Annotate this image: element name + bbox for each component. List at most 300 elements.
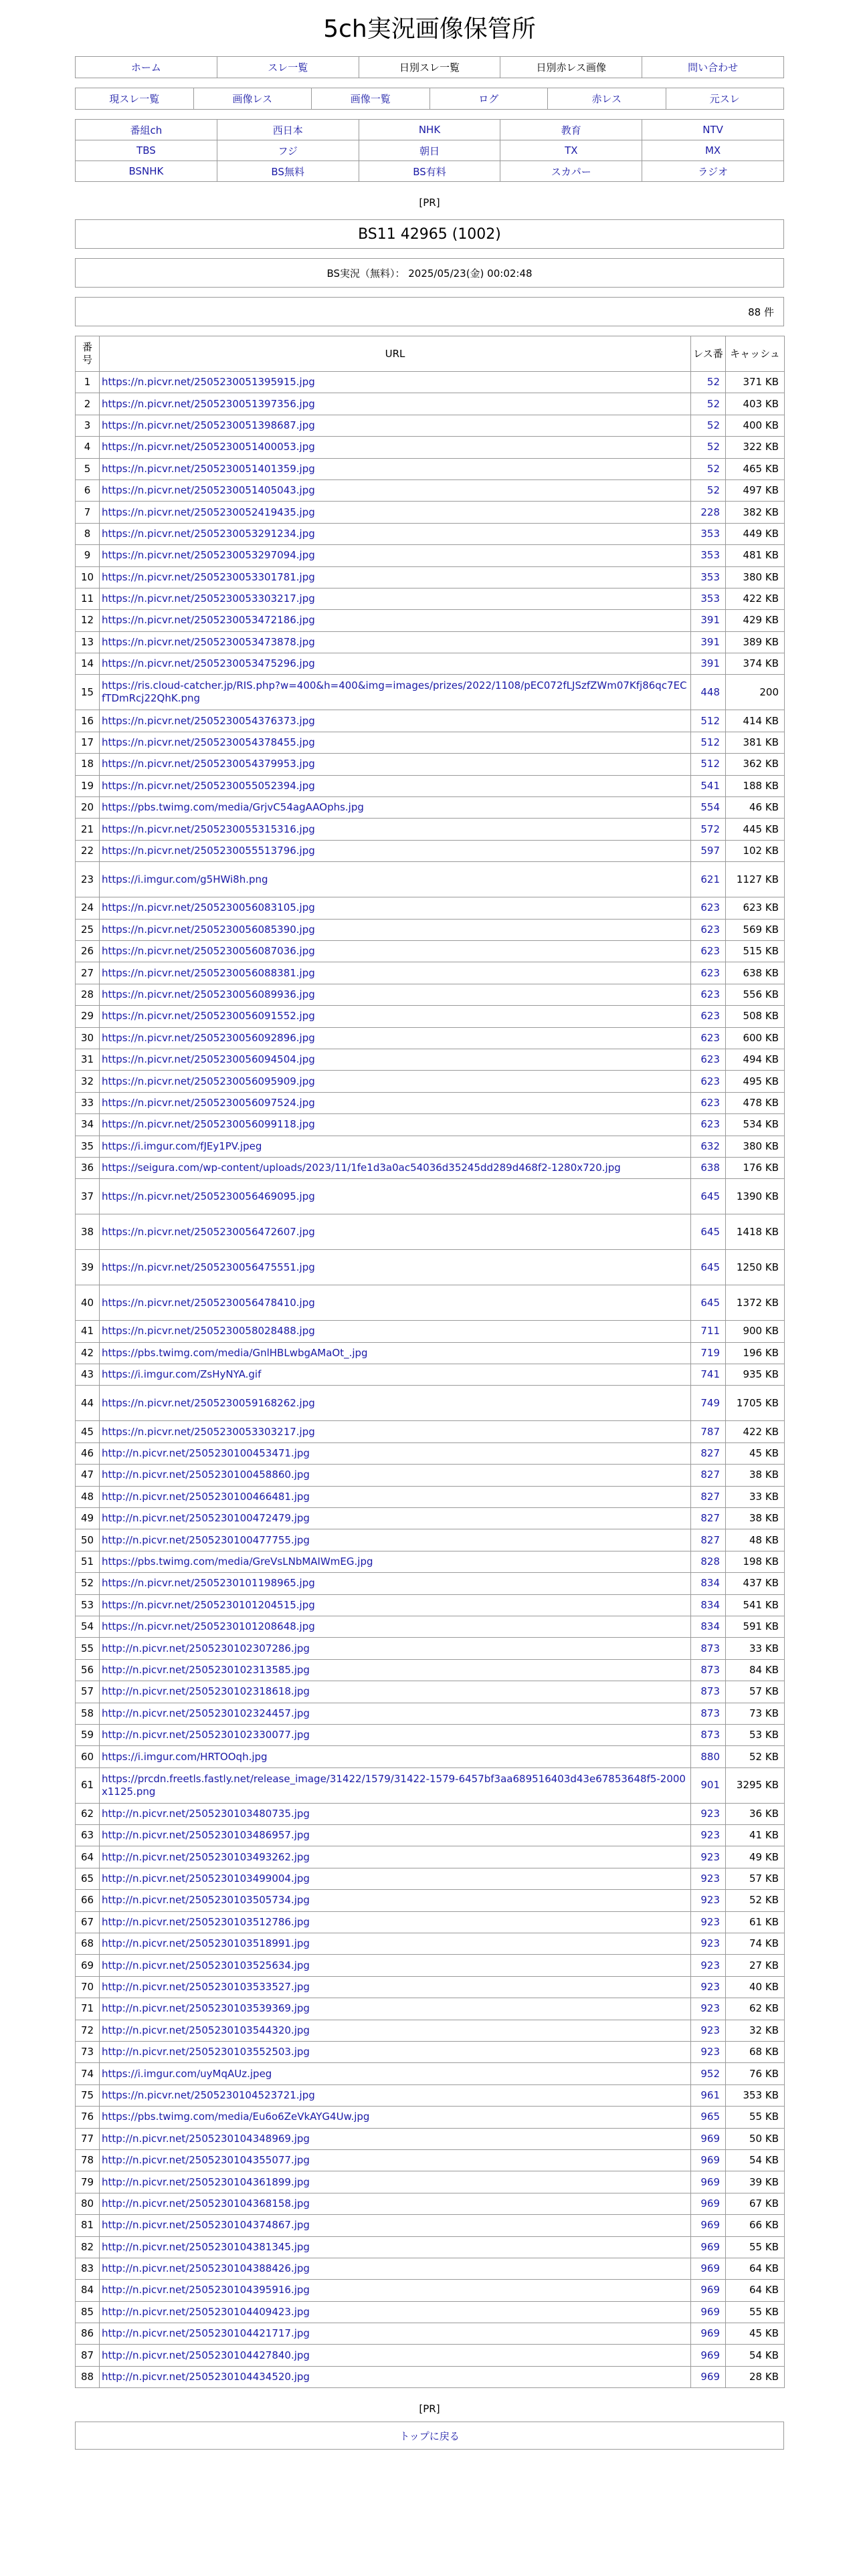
channel-link[interactable]: フジ: [278, 144, 298, 157]
image-url-link[interactable]: https://n.picvr.net/2505230052419435.jpg: [102, 506, 315, 518]
channel-link[interactable]: BS有料: [413, 165, 446, 178]
table-row: [76, 1321, 785, 1342]
row-res-number[interactable]: 969: [691, 2301, 726, 2323]
row-number: 69: [76, 1955, 100, 1976]
nav-original-thread[interactable]: [666, 88, 784, 110]
image-url-link[interactable]: http://n.picvr.net/2505230102313585.jpg: [102, 1663, 310, 1676]
row-res-number[interactable]: 623: [691, 1114, 726, 1136]
row-url: [100, 2258, 691, 2279]
image-url-link[interactable]: https://n.picvr.net/2505230053297094.jpg: [102, 549, 315, 562]
image-url-link[interactable]: http://n.picvr.net/2505230103552503.jpg: [102, 2046, 310, 2058]
table-row: [76, 775, 785, 796]
channel-link[interactable]: BS無料: [271, 165, 304, 178]
image-url-link[interactable]: https://n.picvr.net/2505230055315316.jpg: [102, 823, 315, 835]
row-res-number[interactable]: 645: [691, 1250, 726, 1285]
row-url: [100, 962, 691, 984]
row-res-number[interactable]: 52: [691, 372, 726, 393]
row-res-number[interactable]: 969: [691, 2128, 726, 2149]
row-cache-size: 380 KB: [726, 1136, 785, 1157]
nav-red-res[interactable]: [548, 88, 666, 110]
image-url-link[interactable]: https://n.picvr.net/2505230101204515.jpg: [102, 1598, 315, 1611]
row-res-number[interactable]: 52: [691, 437, 726, 458]
row-res-number[interactable]: 969: [691, 2149, 726, 2171]
row-cache-size: 46 KB: [726, 797, 785, 819]
row-number: 80: [76, 2193, 100, 2214]
row-res-number[interactable]: 961: [691, 2084, 726, 2106]
nav-thread-list-link[interactable]: スレ一覧: [268, 62, 308, 74]
image-url-link[interactable]: http://n.picvr.net/2505230100458860.jpg: [102, 1469, 310, 1481]
row-res-number[interactable]: 52: [691, 479, 726, 501]
image-url-link[interactable]: https://n.picvr.net/2505230051397356.jpg: [102, 397, 315, 410]
row-res-number[interactable]: 923: [691, 1998, 726, 2020]
image-url-link[interactable]: http://n.picvr.net/2505230104355077.jpg: [102, 2154, 310, 2167]
row-res-number[interactable]: 711: [691, 1321, 726, 1342]
row-res-number[interactable]: 554: [691, 797, 726, 819]
channel-link[interactable]: NTV: [702, 124, 723, 136]
channel-cell[interactable]: [500, 140, 642, 161]
image-url-link[interactable]: https://n.picvr.net/2505230056094504.jpg: [102, 1053, 315, 1066]
row-url: [100, 862, 691, 897]
row-res-number[interactable]: 923: [691, 1911, 726, 1933]
row-res-number[interactable]: 923: [691, 1846, 726, 1868]
nav-current-threads[interactable]: [76, 88, 194, 110]
row-res-number[interactable]: 353: [691, 566, 726, 588]
row-url: [100, 1724, 691, 1745]
image-url-link[interactable]: http://n.picvr.net/2505230102330077.jpg: [102, 1729, 310, 1741]
image-url-link[interactable]: https://pbs.twimg.com/media/GnlHBLwbgAMaOt_.jpg: [102, 1346, 368, 1359]
back-to-top[interactable]: [75, 2422, 784, 2450]
row-res-number[interactable]: 969: [691, 2323, 726, 2345]
image-url-link[interactable]: http://n.picvr.net/2505230102318618.jpg: [102, 1685, 310, 1698]
image-url-link[interactable]: https://n.picvr.net/2505230051401359.jpg: [102, 462, 315, 475]
channel-link[interactable]: BSNHK: [128, 165, 164, 177]
row-res-number[interactable]: 52: [691, 458, 726, 479]
row-res-number[interactable]: 623: [691, 962, 726, 984]
image-url-link[interactable]: https://n.picvr.net/2505230053475296.jpg: [102, 657, 315, 670]
header-cache: キャッシュ: [726, 336, 785, 372]
image-url-link[interactable]: http://n.picvr.net/2505230103480735.jpg: [102, 1807, 310, 1820]
channel-cell[interactable]: [642, 120, 784, 140]
row-res-number[interactable]: 391: [691, 631, 726, 653]
row-cache-size: 465 KB: [726, 458, 785, 479]
row-res-number[interactable]: 923: [691, 1825, 726, 1846]
row-number: 87: [76, 2345, 100, 2366]
row-number: 41: [76, 1321, 100, 1342]
image-url-link[interactable]: https://n.picvr.net/2505230056087036.jpg: [102, 945, 315, 958]
image-url-link[interactable]: https://n.picvr.net/2505230056478410.jpg: [102, 1296, 315, 1309]
image-url-link[interactable]: https://n.picvr.net/2505230054378455.jpg: [102, 736, 315, 749]
row-url: [100, 897, 691, 919]
channel-cell[interactable]: [359, 161, 500, 182]
row-res-number[interactable]: 623: [691, 940, 726, 962]
row-number: 76: [76, 2107, 100, 2128]
row-res-number[interactable]: 541: [691, 775, 726, 796]
image-url-link[interactable]: https://seigura.com/wp-content/uploads/2023/11/1fe1d3a0ac54036d35245dd289d468f2-1280x720.jpg: [102, 1162, 621, 1174]
channel-cell[interactable]: [76, 120, 217, 140]
row-url: [100, 1136, 691, 1157]
nav-original-thread-link[interactable]: 元スレ: [709, 93, 740, 105]
row-cache-size: 495 KB: [726, 1071, 785, 1092]
row-res-number[interactable]: 719: [691, 1342, 726, 1364]
channel-cell[interactable]: [642, 161, 784, 182]
table-row: [76, 1890, 785, 1911]
channel-cell[interactable]: [76, 140, 217, 161]
table-row: [76, 1486, 785, 1507]
row-res-number[interactable]: 969: [691, 2193, 726, 2214]
row-res-number[interactable]: 969: [691, 2258, 726, 2279]
image-url-link[interactable]: https://n.picvr.net/2505230101198965.jpg: [102, 1577, 315, 1590]
row-cache-size: 403 KB: [726, 393, 785, 415]
row-res-number[interactable]: 52: [691, 393, 726, 415]
image-url-link[interactable]: https://n.picvr.net/2505230056475551.jpg: [102, 1261, 315, 1273]
row-res-number[interactable]: 923: [691, 2042, 726, 2063]
row-res-number[interactable]: 623: [691, 1027, 726, 1049]
nav-home[interactable]: [76, 57, 217, 78]
image-url-link[interactable]: http://n.picvr.net/2505230104381345.jpg: [102, 2240, 310, 2253]
channel-cell[interactable]: [642, 140, 784, 161]
image-url-link[interactable]: http://n.picvr.net/2505230100453471.jpg: [102, 1447, 310, 1460]
image-url-link[interactable]: https://n.picvr.net/2505230059168262.jpg: [102, 1396, 315, 1409]
image-url-link[interactable]: https://n.picvr.net/2505230056097524.jpg: [102, 1096, 315, 1109]
row-res-number[interactable]: 623: [691, 1092, 726, 1113]
nav-log-link[interactable]: ログ: [478, 93, 499, 105]
back-to-top-link[interactable]: トップに戻る: [399, 2430, 460, 2443]
image-url-link[interactable]: https://n.picvr.net/2505230053472186.jpg: [102, 614, 315, 627]
row-res-number[interactable]: 512: [691, 710, 726, 732]
row-res-number[interactable]: 901: [691, 1767, 726, 1803]
row-url: [100, 631, 691, 653]
image-url-link[interactable]: http://n.picvr.net/2505230103512786.jpg: [102, 1915, 310, 1928]
channel-link[interactable]: NHK: [418, 124, 441, 136]
image-url-link[interactable]: https://ris.cloud-catcher.jp/RIS.php?w=400&h=400&img=images/prizes/2022/1108/pEC072fLJSzfZWm07Kfj86qc7ECfTDmRcj22QhK.png: [102, 679, 687, 705]
row-res-number[interactable]: 645: [691, 1285, 726, 1321]
row-number: 57: [76, 1681, 100, 1703]
image-url-link[interactable]: https://n.picvr.net/2505230058028488.jpg: [102, 1325, 315, 1337]
image-url-link[interactable]: https://n.picvr.net/2505230056099118.jpg: [102, 1118, 315, 1131]
nav-red-res-link[interactable]: 赤レス: [591, 93, 622, 105]
row-res-number[interactable]: 645: [691, 1179, 726, 1214]
image-url-link[interactable]: http://n.picvr.net/2505230102307286.jpg: [102, 1642, 310, 1654]
row-number: 19: [76, 775, 100, 796]
row-url: [100, 2193, 691, 2214]
row-res-number[interactable]: 952: [691, 2063, 726, 2084]
row-res-number[interactable]: 969: [691, 2366, 726, 2387]
table-row: [76, 797, 785, 819]
row-url: [100, 1998, 691, 2020]
image-url-link[interactable]: https://n.picvr.net/2505230051405043.jpg: [102, 484, 315, 497]
image-url-link[interactable]: http://n.picvr.net/2505230103486957.jpg: [102, 1829, 310, 1842]
row-res-number[interactable]: 965: [691, 2107, 726, 2128]
row-res-number[interactable]: 391: [691, 610, 726, 631]
row-res-number[interactable]: 873: [691, 1724, 726, 1745]
row-res-number[interactable]: 969: [691, 2280, 726, 2301]
channel-link[interactable]: TX: [565, 144, 578, 156]
row-res-number[interactable]: 623: [691, 1006, 726, 1027]
row-res-number[interactable]: 923: [691, 1803, 726, 1824]
image-url-link[interactable]: http://n.picvr.net/2505230104434520.jpg: [102, 2371, 310, 2383]
row-url: [100, 1703, 691, 1724]
row-cache-size: 36 KB: [726, 1803, 785, 1824]
row-number: 78: [76, 2149, 100, 2171]
image-url-link[interactable]: https://n.picvr.net/2505230055052394.jpg: [102, 779, 315, 792]
channel-link[interactable]: TBS: [136, 144, 156, 156]
row-number: 30: [76, 1027, 100, 1049]
row-res-number[interactable]: 623: [691, 1049, 726, 1070]
row-res-number[interactable]: 969: [691, 2171, 726, 2193]
image-url-link[interactable]: http://n.picvr.net/2505230104361899.jpg: [102, 2175, 310, 2188]
channel-link[interactable]: 番組ch: [130, 124, 163, 136]
image-url-link[interactable]: http://n.picvr.net/2505230103539369.jpg: [102, 2002, 310, 2015]
row-res-number[interactable]: 828: [691, 1551, 726, 1572]
row-number: 60: [76, 1746, 100, 1767]
nav-image-res[interactable]: [193, 88, 312, 110]
row-res-number[interactable]: 623: [691, 897, 726, 919]
image-url-link[interactable]: http://n.picvr.net/2505230103544320.jpg: [102, 2024, 310, 2036]
nav-contact[interactable]: [642, 57, 784, 78]
nav-image-list[interactable]: [312, 88, 430, 110]
row-res-number[interactable]: 749: [691, 1386, 726, 1421]
nav-thread-list[interactable]: [217, 57, 359, 78]
table-row: [76, 1746, 785, 1767]
row-res-number[interactable]: 873: [691, 1659, 726, 1681]
image-url-link[interactable]: https://n.picvr.net/2505230056085390.jpg: [102, 923, 315, 936]
channel-link[interactable]: 朝日: [419, 144, 440, 157]
row-url: [100, 919, 691, 940]
row-number: 24: [76, 897, 100, 919]
row-res-number[interactable]: 873: [691, 1703, 726, 1724]
row-url: [100, 1825, 691, 1846]
row-res-number[interactable]: 638: [691, 1157, 726, 1178]
image-url-link[interactable]: https://n.picvr.net/2505230053303217.jpg: [102, 593, 315, 605]
image-url-link[interactable]: https://n.picvr.net/2505230101208648.jpg: [102, 1620, 315, 1633]
row-cache-size: 449 KB: [726, 523, 785, 544]
row-res-number[interactable]: 834: [691, 1573, 726, 1594]
row-res-number[interactable]: 741: [691, 1364, 726, 1386]
row-url: [100, 675, 691, 710]
row-cache-size: 64 KB: [726, 2258, 785, 2279]
channel-cell[interactable]: [217, 120, 359, 140]
row-res-number[interactable]: 645: [691, 1214, 726, 1250]
row-res-number[interactable]: 923: [691, 1955, 726, 1976]
row-url: [100, 1616, 691, 1637]
image-url-link[interactable]: https://pbs.twimg.com/media/GreVsLNbMAIWmEG.jpg: [102, 1555, 373, 1568]
row-res-number[interactable]: 834: [691, 1616, 726, 1637]
row-res-number[interactable]: 512: [691, 754, 726, 775]
row-res-number[interactable]: 353: [691, 545, 726, 566]
row-res-number[interactable]: 969: [691, 2215, 726, 2236]
nav-log[interactable]: [430, 88, 548, 110]
image-url-link[interactable]: https://n.picvr.net/2505230053303217.jpg: [102, 1425, 315, 1438]
row-res-number[interactable]: 597: [691, 840, 726, 861]
row-res-number[interactable]: 923: [691, 1976, 726, 1998]
row-res-number[interactable]: 969: [691, 2236, 726, 2258]
row-res-number[interactable]: 623: [691, 984, 726, 1005]
image-url-link[interactable]: https://i.imgur.com/g5HWi8h.png: [102, 873, 268, 885]
row-number: 59: [76, 1724, 100, 1745]
channel-cell[interactable]: [217, 161, 359, 182]
image-url-link[interactable]: http://n.picvr.net/2505230104388426.jpg: [102, 2262, 310, 2275]
row-url: [100, 732, 691, 753]
row-res-number[interactable]: 448: [691, 675, 726, 710]
image-url-link[interactable]: https://n.picvr.net/2505230051395915.jpg: [102, 376, 315, 389]
row-res-number[interactable]: 391: [691, 653, 726, 675]
row-cache-size: 478 KB: [726, 1092, 785, 1113]
nav-image-list-link[interactable]: 画像一覧: [350, 93, 391, 105]
image-url-link[interactable]: https://n.picvr.net/2505230054379953.jpg: [102, 758, 315, 770]
channel-cell[interactable]: [76, 161, 217, 182]
table-row: [76, 2020, 785, 2041]
table-row: [76, 1250, 785, 1285]
table-row: [76, 2063, 785, 2084]
image-url-link[interactable]: https://n.picvr.net/2505230053291234.jpg: [102, 527, 315, 540]
row-res-number[interactable]: 228: [691, 502, 726, 523]
row-url: [100, 2128, 691, 2149]
image-url-link[interactable]: https://n.picvr.net/2505230054376373.jpg: [102, 714, 315, 727]
row-res-number[interactable]: 923: [691, 1933, 726, 1955]
image-url-link[interactable]: https://n.picvr.net/2505230056469095.jpg: [102, 1190, 315, 1202]
table-row: [76, 862, 785, 897]
row-url: [100, 2171, 691, 2193]
image-url-link[interactable]: http://n.picvr.net/2505230100477755.jpg: [102, 1533, 310, 1546]
channel-link[interactable]: スカパー: [551, 165, 591, 178]
channel-cell[interactable]: [500, 120, 642, 140]
row-res-number[interactable]: 572: [691, 819, 726, 840]
channel-link[interactable]: 西日本: [272, 124, 303, 136]
row-res-number[interactable]: 827: [691, 1465, 726, 1486]
image-url-link[interactable]: https://n.picvr.net/2505230056083105.jpg: [102, 901, 315, 914]
row-res-number[interactable]: 923: [691, 2020, 726, 2041]
image-url-link[interactable]: http://n.picvr.net/2505230104409423.jpg: [102, 2305, 310, 2318]
image-url-link[interactable]: http://n.picvr.net/2505230103533527.jpg: [102, 1981, 310, 1994]
row-res-number[interactable]: 623: [691, 919, 726, 940]
row-res-number[interactable]: 969: [691, 2345, 726, 2366]
channel-cell[interactable]: [359, 120, 500, 140]
row-res-number[interactable]: 787: [691, 1421, 726, 1442]
image-url-link[interactable]: https://n.picvr.net/2505230051400053.jpg: [102, 441, 315, 453]
table-row: [76, 2193, 785, 2214]
row-cache-size: 28 KB: [726, 2366, 785, 2387]
row-res-number[interactable]: 880: [691, 1746, 726, 1767]
table-row: [76, 1868, 785, 1889]
table-row: [76, 523, 785, 544]
row-cache-size: 1418 KB: [726, 1214, 785, 1250]
image-url-link[interactable]: https://n.picvr.net/2505230053473878.jpg: [102, 635, 315, 648]
image-url-link[interactable]: http://n.picvr.net/2505230103518991.jpg: [102, 1937, 310, 1950]
row-res-number[interactable]: 923: [691, 1868, 726, 1889]
channel-link[interactable]: MX: [704, 144, 721, 156]
channel-link[interactable]: 教育: [561, 124, 581, 136]
row-res-number[interactable]: 623: [691, 1071, 726, 1092]
image-url-link[interactable]: https://n.picvr.net/2505230104523721.jpg: [102, 2088, 315, 2101]
nav-image-res-link[interactable]: 画像レス: [232, 93, 273, 105]
image-url-link[interactable]: https://n.picvr.net/2505230056092896.jpg: [102, 1031, 315, 1044]
row-number: 6: [76, 479, 100, 501]
row-res-number[interactable]: 873: [691, 1638, 726, 1659]
image-url-link[interactable]: http://n.picvr.net/2505230104395916.jpg: [102, 2284, 310, 2296]
row-url: [100, 610, 691, 631]
row-res-number[interactable]: 353: [691, 523, 726, 544]
row-res-number[interactable]: 834: [691, 1594, 726, 1616]
row-number: 11: [76, 588, 100, 609]
image-url-link[interactable]: https://i.imgur.com/HRTOOqh.jpg: [102, 1750, 268, 1763]
row-cache-size: 84 KB: [726, 1659, 785, 1681]
row-cache-size: 1250 KB: [726, 1250, 785, 1285]
row-res-number[interactable]: 827: [691, 1486, 726, 1507]
image-url-link[interactable]: http://n.picvr.net/2505230104374867.jpg: [102, 2219, 310, 2232]
row-res-number[interactable]: 873: [691, 1681, 726, 1703]
image-url-link[interactable]: http://n.picvr.net/2505230104427840.jpg: [102, 2349, 310, 2361]
row-res-number[interactable]: 512: [691, 732, 726, 753]
row-url: [100, 2215, 691, 2236]
row-cache-size: 188 KB: [726, 775, 785, 796]
image-url-link[interactable]: http://n.picvr.net/2505230104368158.jpg: [102, 2197, 310, 2210]
image-url-link[interactable]: https://i.imgur.com/ZsHyNYA.gif: [102, 1368, 262, 1381]
channel-cell[interactable]: [217, 140, 359, 161]
row-res-number[interactable]: 621: [691, 862, 726, 897]
image-url-link[interactable]: https://n.picvr.net/2505230051398687.jpg: [102, 419, 315, 431]
table-row: [76, 984, 785, 1005]
channel-cell[interactable]: [500, 161, 642, 182]
image-url-link[interactable]: https://n.picvr.net/2505230056089936.jpg: [102, 988, 315, 1000]
image-url-link[interactable]: http://n.picvr.net/2505230103525634.jpg: [102, 1959, 310, 1971]
image-url-link[interactable]: https://n.picvr.net/2505230053301781.jpg: [102, 570, 315, 583]
image-url-link[interactable]: http://n.picvr.net/2505230104421717.jpg: [102, 2327, 310, 2340]
image-url-link[interactable]: https://n.picvr.net/2505230056091552.jpg: [102, 1010, 315, 1023]
row-res-number[interactable]: 827: [691, 1442, 726, 1464]
row-number: 15: [76, 675, 100, 710]
image-url-link[interactable]: https://pbs.twimg.com/media/Eu6o6ZeVkAYG4Uw.jpg: [102, 2111, 370, 2123]
row-res-number[interactable]: 353: [691, 588, 726, 609]
page: [75, 0, 784, 2450]
table-row: [76, 840, 785, 861]
row-url: [100, 2280, 691, 2301]
image-url-link[interactable]: http://n.picvr.net/2505230100472479.jpg: [102, 1512, 310, 1525]
channel-cell[interactable]: [359, 140, 500, 161]
row-res-number[interactable]: 632: [691, 1136, 726, 1157]
nav-contact-link[interactable]: 問い合わせ: [688, 62, 739, 74]
nav-current-threads-link[interactable]: 現スレ一覧: [109, 93, 160, 105]
image-url-link[interactable]: http://n.picvr.net/2505230103505734.jpg: [102, 1894, 310, 1907]
image-url-link[interactable]: http://n.picvr.net/2505230103499004.jpg: [102, 1872, 310, 1885]
image-url-link[interactable]: https://pbs.twimg.com/media/GrjvC54agAAOphs.jpg: [102, 801, 364, 814]
image-url-link[interactable]: https://n.picvr.net/2505230056088381.jpg: [102, 966, 315, 979]
table-row: [76, 1508, 785, 1529]
row-number: 47: [76, 1465, 100, 1486]
image-url-link[interactable]: http://n.picvr.net/2505230103493262.jpg: [102, 1850, 310, 1863]
row-res-number[interactable]: 923: [691, 1890, 726, 1911]
row-cache-size: 52 KB: [726, 1746, 785, 1767]
image-url-link[interactable]: http://n.picvr.net/2505230100466481.jpg: [102, 1490, 310, 1503]
row-cache-size: 400 KB: [726, 415, 785, 436]
image-url-link[interactable]: https://n.picvr.net/2505230056472607.jpg: [102, 1225, 315, 1238]
channel-link[interactable]: ラジオ: [698, 165, 729, 178]
row-res-number[interactable]: 827: [691, 1529, 726, 1551]
row-res-number[interactable]: 827: [691, 1508, 726, 1529]
image-url-link[interactable]: https://prcdn.freetls.fastly.net/release_image/31422/1579/31422-1579-6457bf3aa689516403d43e67853648f5-2000x1125.png: [102, 1772, 686, 1798]
image-url-link[interactable]: https://i.imgur.com/fJEy1PV.jpeg: [102, 1140, 262, 1152]
main-nav: [75, 56, 784, 78]
row-res-number[interactable]: 52: [691, 415, 726, 436]
sub-nav: [75, 88, 784, 110]
image-url-link[interactable]: https://n.picvr.net/2505230056095909.jpg: [102, 1075, 315, 1087]
image-url-link[interactable]: http://n.picvr.net/2505230102324457.jpg: [102, 1707, 310, 1719]
row-number: 38: [76, 1214, 100, 1250]
row-cache-size: 76 KB: [726, 2063, 785, 2084]
image-url-link[interactable]: https://n.picvr.net/2505230055513796.jpg: [102, 845, 315, 857]
nav-home-link[interactable]: ホーム: [130, 62, 161, 74]
image-url-link[interactable]: http://n.picvr.net/2505230104348969.jpg: [102, 2132, 310, 2145]
image-url-link[interactable]: https://i.imgur.com/uyMqAUz.jpeg: [102, 2067, 272, 2080]
